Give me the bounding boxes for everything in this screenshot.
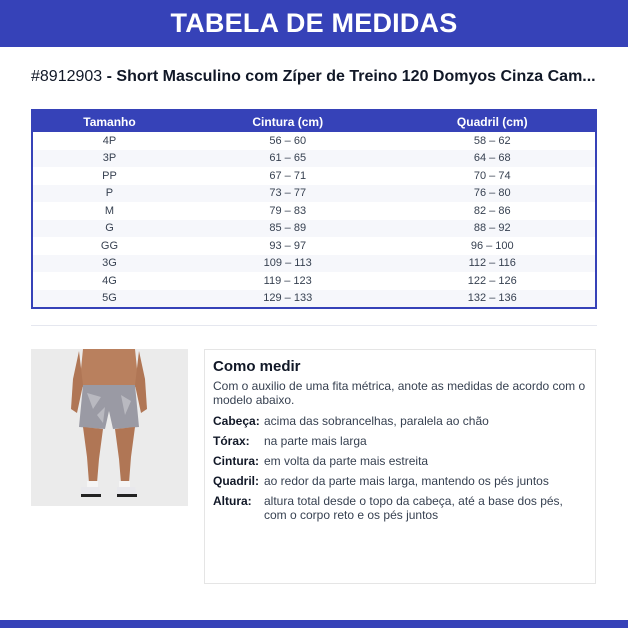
table-row — [32, 220, 596, 238]
page-title: TABELA DE MEDIDAS — [170, 8, 458, 38]
waist-cell: 61 – 65 — [186, 150, 390, 168]
waist-cell: 119 – 123 — [186, 272, 390, 290]
measure-text: na parte mais larga — [264, 434, 367, 448]
hip-cell: 58 – 62 — [390, 132, 597, 150]
measure-label: Quadril: — [213, 474, 260, 488]
size-cell: 3G — [32, 255, 186, 273]
hip-cell: 82 – 86 — [390, 202, 597, 220]
measure-text: em volta da parte mais estreita — [264, 454, 429, 468]
measure-text: ao redor da parte mais larga, mantendo os pés juntos — [264, 474, 549, 488]
waist-cell: 109 – 113 — [186, 255, 390, 273]
size-cell: 3P — [32, 150, 186, 168]
column-header-waist: Cintura (cm) — [186, 110, 390, 132]
size-cell: P — [32, 185, 186, 203]
measure-item-chest — [213, 434, 587, 448]
hip-cell: 122 – 126 — [390, 272, 597, 290]
waist-cell: 85 – 89 — [186, 220, 390, 238]
table-row — [32, 132, 596, 150]
table-row — [32, 167, 596, 185]
column-header-hip: Quadril (cm) — [390, 110, 597, 132]
table-row — [32, 150, 596, 168]
how-to-measure-intro: Com o auxilio de uma fita métrica, anote as medidas de acordo com o modelo abaixo. — [213, 379, 586, 407]
hip-cell: 70 – 74 — [390, 167, 597, 185]
waist-cell: 93 – 97 — [186, 237, 390, 255]
product-separator: - — [102, 68, 117, 85]
how-to-measure-panel — [204, 349, 596, 584]
table-row — [32, 202, 596, 220]
hip-cell: 112 – 116 — [390, 255, 597, 273]
hip-cell: 132 – 136 — [390, 290, 597, 309]
waist-cell: 67 – 71 — [186, 167, 390, 185]
size-cell: PP — [32, 167, 186, 185]
table-row — [32, 255, 596, 273]
table-header-row — [32, 110, 596, 132]
column-header-size: Tamanho — [32, 110, 186, 132]
size-table — [31, 109, 597, 309]
table-row — [32, 290, 596, 309]
hip-cell: 96 – 100 — [390, 237, 597, 255]
waist-cell: 79 – 83 — [186, 202, 390, 220]
how-to-measure-title: Como medir — [213, 358, 301, 375]
size-cell: M — [32, 202, 186, 220]
measure-item-head — [213, 414, 587, 428]
product-name: Short Masculino com Zíper de Treino 120 Domyos Cinza Cam... — [116, 68, 596, 85]
hip-cell: 76 – 80 — [390, 185, 597, 203]
hip-cell: 88 – 92 — [390, 220, 597, 238]
section-divider — [31, 325, 597, 326]
measure-item-hip — [213, 474, 587, 488]
size-cell: 5G — [32, 290, 186, 309]
measure-text: altura total desde o topo da cabeça, até a base dos pés, com o corpo reto e os pés juntos — [264, 494, 563, 522]
page-header — [0, 0, 628, 47]
waist-cell: 56 – 60 — [186, 132, 390, 150]
table-row — [32, 272, 596, 290]
product-photo — [31, 349, 188, 506]
product-title — [31, 68, 601, 86]
measure-label: Cintura: — [213, 454, 259, 468]
measure-label: Tórax: — [213, 434, 250, 448]
measure-item-waist — [213, 454, 587, 468]
size-cell: 4P — [32, 132, 186, 150]
measure-item-height — [213, 494, 587, 522]
waist-cell: 73 – 77 — [186, 185, 390, 203]
waist-cell: 129 – 133 — [186, 290, 390, 309]
size-cell: 4G — [32, 272, 186, 290]
size-cell: G — [32, 220, 186, 238]
measure-label: Cabeça: — [213, 414, 260, 428]
table-row — [32, 185, 596, 203]
measure-text: acima das sobrancelhas, paralela ao chão — [264, 414, 489, 428]
page-footer-bar — [0, 620, 628, 628]
size-cell: GG — [32, 237, 186, 255]
product-code: #8912903 — [31, 68, 103, 85]
table-row — [32, 237, 596, 255]
model-illustration-icon — [31, 349, 188, 506]
hip-cell: 64 – 68 — [390, 150, 597, 168]
measure-label: Altura: — [213, 494, 252, 508]
